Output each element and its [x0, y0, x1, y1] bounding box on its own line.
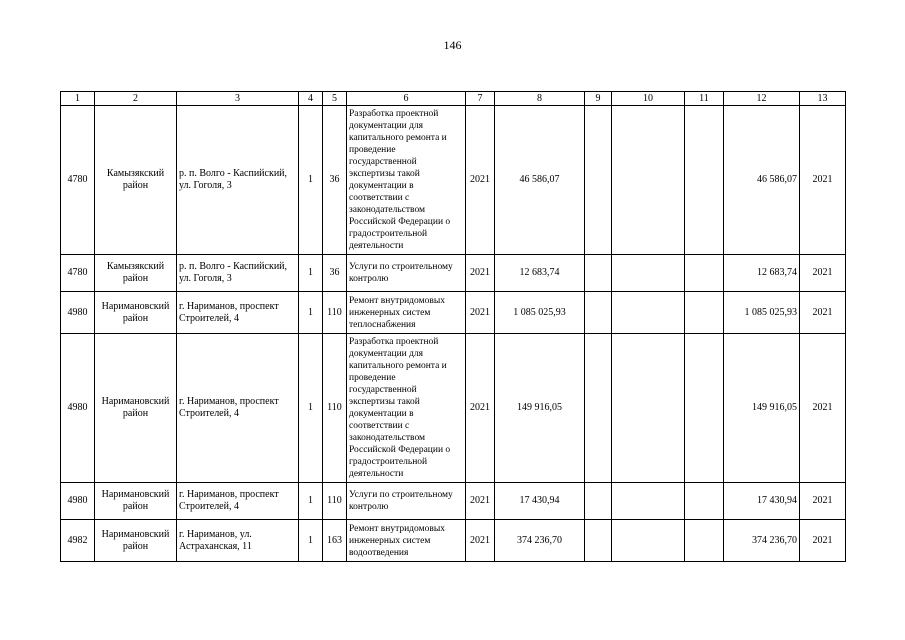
cell-address: р. п. Волго - Каспийский, ул. Гоголя, 3 — [177, 255, 299, 292]
page-number: 146 — [443, 38, 462, 52]
cell-end-year: 2021 — [800, 334, 846, 483]
column-header: 2 — [95, 92, 177, 106]
cell-col11 — [685, 334, 724, 483]
cell-col9 — [585, 292, 612, 334]
cell-col4: 1 — [299, 106, 323, 255]
cell-col10 — [612, 255, 685, 292]
cell-amount: 17 430,94 — [495, 483, 585, 520]
cell-col10 — [612, 483, 685, 520]
cell-number: 4980 — [61, 483, 95, 520]
column-header: 11 — [685, 92, 724, 106]
column-header: 10 — [612, 92, 685, 106]
cell-col5: 163 — [323, 520, 347, 562]
cell-col9 — [585, 483, 612, 520]
column-header: 4 — [299, 92, 323, 106]
cell-district: Наримановский район — [95, 292, 177, 334]
table-row — [61, 520, 846, 562]
cell-end-year: 2021 — [800, 483, 846, 520]
cell-col4: 1 — [299, 483, 323, 520]
cell-year: 2021 — [466, 255, 495, 292]
cell-work-type: Ремонт внутридомовых инженерных систем водоотведения — [347, 520, 466, 562]
cell-total: 149 916,05 — [724, 334, 800, 483]
cell-total: 17 430,94 — [724, 483, 800, 520]
cell-col5: 36 — [323, 106, 347, 255]
cell-col10 — [612, 520, 685, 562]
cell-col4: 1 — [299, 334, 323, 483]
cell-amount: 12 683,74 — [495, 255, 585, 292]
cell-district: Камызякский район — [95, 255, 177, 292]
cell-col11 — [685, 255, 724, 292]
cell-col10 — [612, 292, 685, 334]
registry-table — [60, 91, 846, 562]
cell-address: г. Нариманов, ул. Астраханская, 11 — [177, 520, 299, 562]
cell-end-year: 2021 — [800, 106, 846, 255]
cell-number: 4780 — [61, 106, 95, 255]
cell-work-type: Разработка проектной документации для капитального ремонта и проведение государственной экспертизы такой документации в соответствии с законодательством Российской Федерации о градостроительной деятельности — [347, 334, 466, 483]
table-row — [61, 334, 846, 483]
cell-year: 2021 — [466, 520, 495, 562]
cell-number: 4982 — [61, 520, 95, 562]
cell-district: Наримановский район — [95, 520, 177, 562]
column-header: 9 — [585, 92, 612, 106]
cell-col11 — [685, 520, 724, 562]
cell-col9 — [585, 255, 612, 292]
table-row — [61, 255, 846, 292]
cell-total: 46 586,07 — [724, 106, 800, 255]
cell-work-type: Услуги по строительному контролю — [347, 255, 466, 292]
cell-year: 2021 — [466, 292, 495, 334]
column-header: 7 — [466, 92, 495, 106]
cell-col4: 1 — [299, 520, 323, 562]
cell-work-type: Разработка проектной документации для капитального ремонта и проведение государственной экспертизы такой документации в соответствии с законодательством Российской Федерации о градостроительной деятельности — [347, 106, 466, 255]
cell-amount: 46 586,07 — [495, 106, 585, 255]
cell-end-year: 2021 — [800, 255, 846, 292]
cell-number: 4980 — [61, 292, 95, 334]
column-header: 5 — [323, 92, 347, 106]
cell-col5: 36 — [323, 255, 347, 292]
cell-address: г. Нариманов, проспект Строителей, 4 — [177, 483, 299, 520]
column-header: 12 — [724, 92, 800, 106]
cell-district: Наримановский район — [95, 483, 177, 520]
cell-col11 — [685, 483, 724, 520]
cell-col9 — [585, 334, 612, 483]
cell-number: 4980 — [61, 334, 95, 483]
cell-address: г. Нариманов, проспект Строителей, 4 — [177, 334, 299, 483]
cell-address: р. п. Волго - Каспийский, ул. Гоголя, 3 — [177, 106, 299, 255]
cell-amount: 1 085 025,93 — [495, 292, 585, 334]
cell-col10 — [612, 106, 685, 255]
table-row — [61, 483, 846, 520]
cell-district: Камызякский район — [95, 106, 177, 255]
cell-address: г. Нариманов, проспект Строителей, 4 — [177, 292, 299, 334]
cell-amount: 374 236,70 — [495, 520, 585, 562]
cell-col5: 110 — [323, 334, 347, 483]
cell-amount: 149 916,05 — [495, 334, 585, 483]
cell-total: 374 236,70 — [724, 520, 800, 562]
cell-col5: 110 — [323, 483, 347, 520]
cell-number: 4780 — [61, 255, 95, 292]
column-header: 8 — [495, 92, 585, 106]
cell-total: 1 085 025,93 — [724, 292, 800, 334]
cell-year: 2021 — [466, 106, 495, 255]
cell-col5: 110 — [323, 292, 347, 334]
column-header: 1 — [61, 92, 95, 106]
column-header: 13 — [800, 92, 846, 106]
cell-col11 — [685, 106, 724, 255]
cell-work-type: Ремонт внутридомовых инженерных систем теплоснабжения — [347, 292, 466, 334]
column-header: 3 — [177, 92, 299, 106]
cell-district: Наримановский район — [95, 334, 177, 483]
column-header: 6 — [347, 92, 466, 106]
cell-total: 12 683,74 — [724, 255, 800, 292]
cell-col4: 1 — [299, 292, 323, 334]
cell-col9 — [585, 106, 612, 255]
table-row — [61, 106, 846, 255]
header-row — [61, 92, 846, 106]
cell-year: 2021 — [466, 334, 495, 483]
cell-end-year: 2021 — [800, 292, 846, 334]
cell-year: 2021 — [466, 483, 495, 520]
cell-work-type: Услуги по строительному контролю — [347, 483, 466, 520]
cell-col10 — [612, 334, 685, 483]
cell-col11 — [685, 292, 724, 334]
cell-col4: 1 — [299, 255, 323, 292]
cell-end-year: 2021 — [800, 520, 846, 562]
cell-col9 — [585, 520, 612, 562]
table-row — [61, 292, 846, 334]
